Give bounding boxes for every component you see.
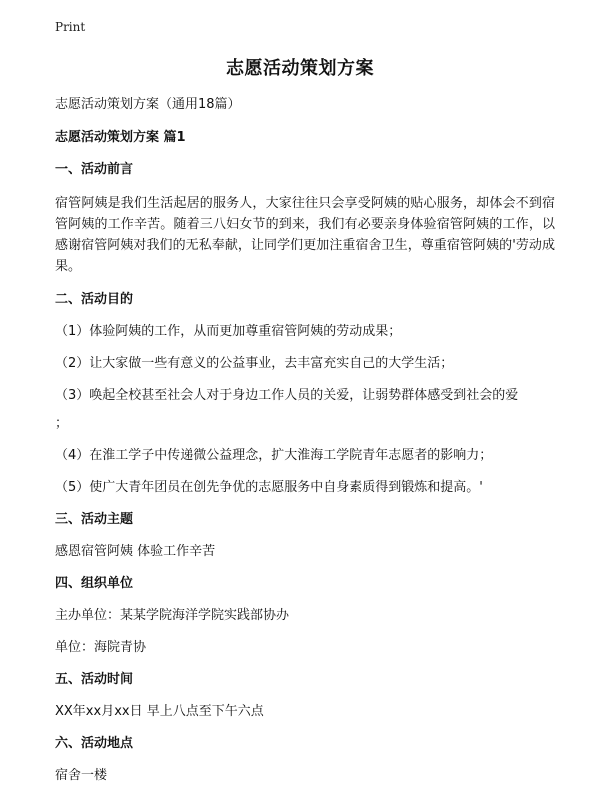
section-heading-purpose: 二、活动目的 (55, 292, 134, 307)
page-title: 志愿活动策划方案 (226, 58, 374, 79)
purpose-item-5: （5）使广大青年团员在创先争优的志愿服务中自身素质得到锻炼和提高。' (55, 480, 483, 495)
purpose-item-1: （1）体验阿姨的工作，从而更加尊重宿管阿姨的劳动成果； (55, 324, 402, 339)
time-text: XX年xx月xx日 早上八点至下午六点 (55, 704, 264, 719)
purpose-item-3: （3）唤起全校甚至社会人对于身边工作人员的关爱，让弱势群体感受到社会的爱 (55, 388, 519, 403)
section-heading-theme: 三、活动主题 (55, 512, 134, 527)
location-text: 宿舍一楼 (55, 768, 108, 783)
part-heading: 志愿活动策划方案 篇1 (55, 130, 186, 145)
purpose-item-2: （2）让大家做一些有意义的公益事业，去丰富充实自己的大学生活； (55, 356, 454, 371)
document-subtitle: 志愿活动策划方案（通用18篇） (55, 97, 241, 112)
document-body (55, 96, 555, 799)
section-heading-organizer: 四、组织单位 (55, 576, 134, 591)
purpose-item-3-tail: ； (55, 416, 69, 431)
organizer-line-1: 主办单位：某某学院海洋学院实践部协办 (55, 608, 290, 623)
section-heading-preface: 一、活动前言 (55, 162, 134, 177)
purpose-item-4: （4）在淮工学子中传递微公益理念，扩大淮海工学院青年志愿者的影响力； (55, 448, 493, 463)
organizer-line-2: 单位：海院青协 (55, 640, 147, 655)
preface-paragraph: 宿管阿姨是我们生活起居的服务人，大家往往只会享受阿姨的贴心服务，却体会不到宿管阿姨的工作辛苦。随着三八妇女节的到来，我们有必要亲身体验宿管阿姨的工作，以感谢宿管阿姨对我们的无私奉献，让同学们更加注重宿舍卫生，尊重宿管阿姨的'劳动成果。 (55, 196, 555, 274)
section-heading-location: 六、活动地点 (55, 736, 134, 751)
print-link[interactable]: Print (55, 20, 86, 34)
section-heading-time: 五、活动时间 (55, 672, 134, 687)
theme-text: 感恩宿管阿姨 体验工作辛苦 (55, 544, 216, 559)
